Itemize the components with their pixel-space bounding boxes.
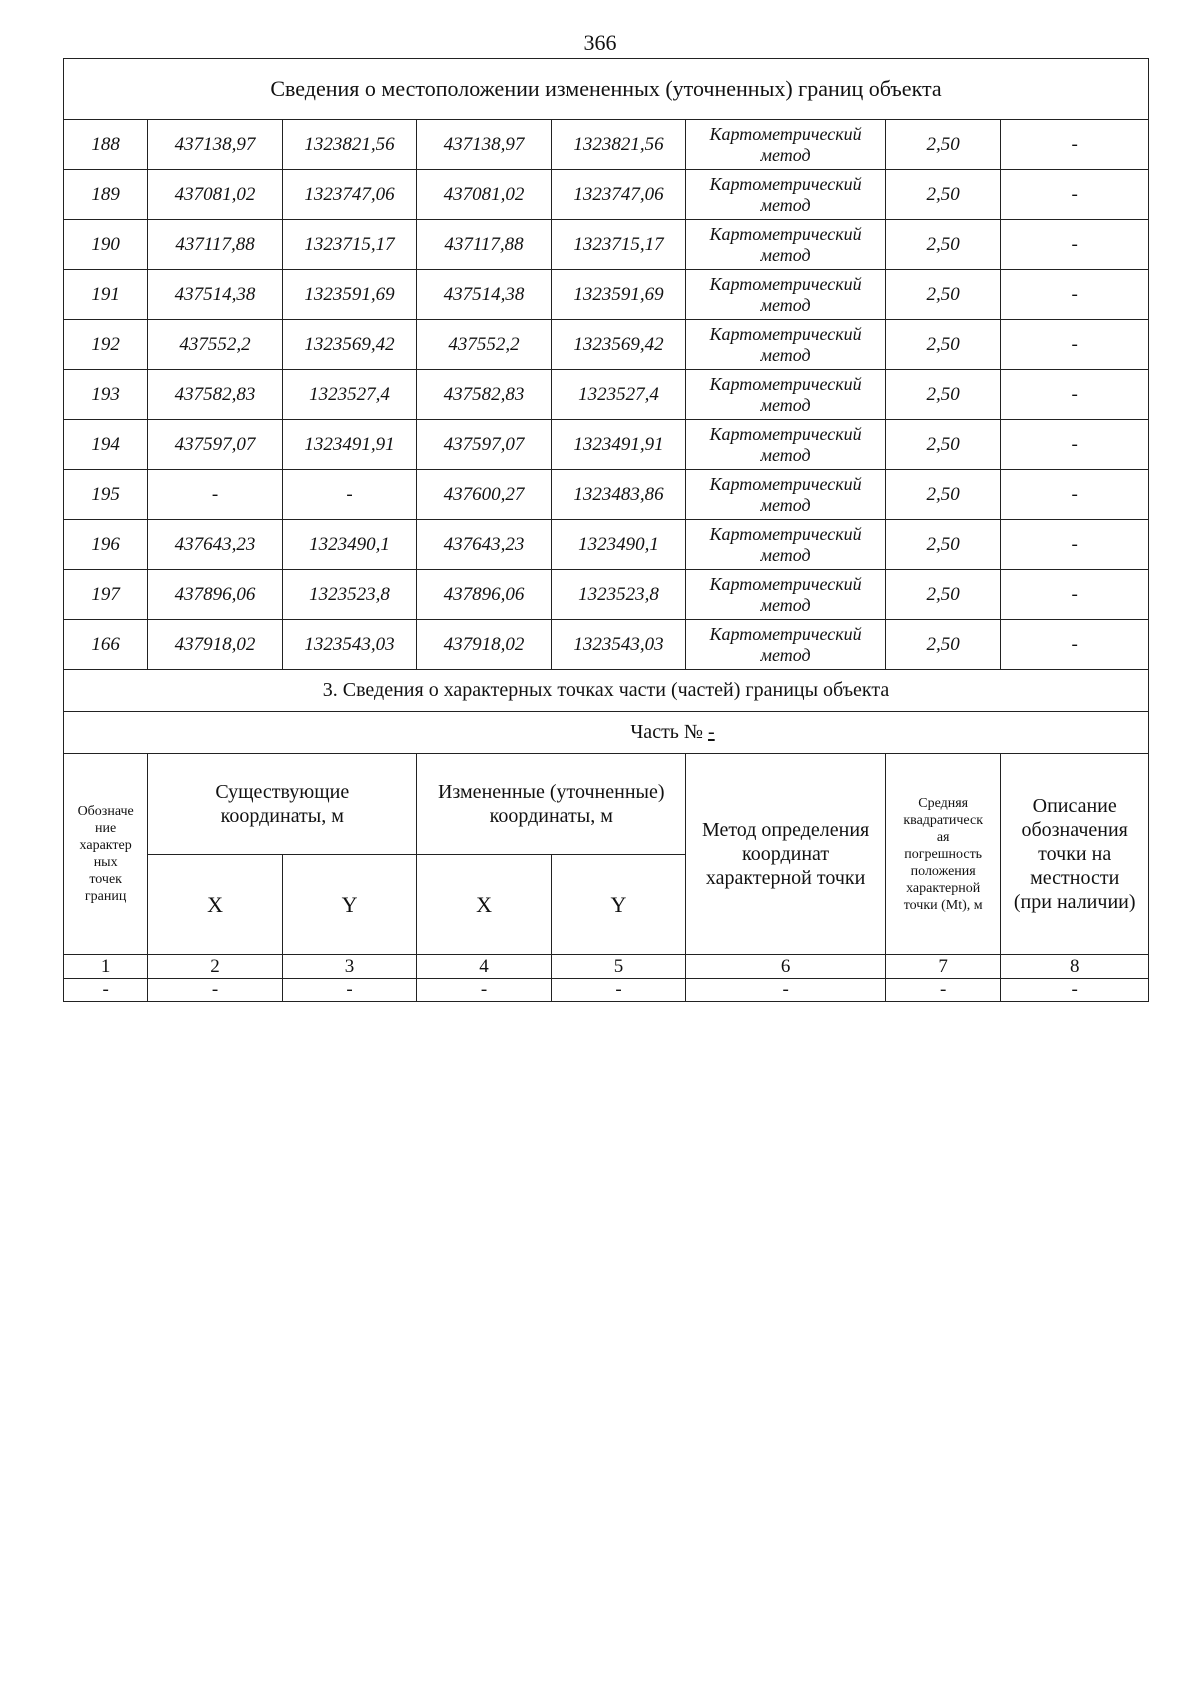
method-cell-line: Картометрический xyxy=(709,523,862,544)
existing-x-cell: 437918,02 xyxy=(148,620,282,670)
existing-x-cell: 437582,83 xyxy=(148,370,282,420)
point-number-cell: 195 xyxy=(64,470,148,520)
method-cell xyxy=(686,420,886,470)
header-mt-line: ая xyxy=(936,829,950,845)
header-method-line: характерной точки xyxy=(705,867,866,889)
table-row xyxy=(64,370,1149,420)
mt-cell: 2,50 xyxy=(885,220,1000,270)
changed-x-cell: 437514,38 xyxy=(417,270,551,320)
method-cell xyxy=(686,220,886,270)
point-number-cell: 192 xyxy=(64,320,148,370)
changed-y-cell: 1323527,4 xyxy=(551,370,685,420)
header-point-designation-line: Обозначе xyxy=(77,804,134,819)
header-existing-x: X xyxy=(148,855,282,955)
existing-x-cell: - xyxy=(148,470,282,520)
mt-cell: 2,50 xyxy=(885,420,1000,470)
changed-x-cell: 437138,97 xyxy=(417,120,551,170)
header-changed-coordinates xyxy=(417,754,686,855)
method-cell-line: метод xyxy=(760,644,811,665)
empty-cell: - xyxy=(64,979,148,1002)
changed-x-cell: 437582,83 xyxy=(417,370,551,420)
header-point-designation-line: ных xyxy=(93,855,118,870)
point-number-cell: 197 xyxy=(64,570,148,620)
mt-cell: 2,50 xyxy=(885,520,1000,570)
header-row-top xyxy=(64,754,1149,855)
description-cell: - xyxy=(1001,620,1149,670)
method-cell xyxy=(686,520,886,570)
existing-y-cell: 1323523,8 xyxy=(282,570,416,620)
column-number: 4 xyxy=(417,955,551,979)
header-point-designation-line: точек xyxy=(89,872,122,887)
part-label-wrap xyxy=(64,721,1148,744)
existing-y-cell: 1323715,17 xyxy=(282,220,416,270)
existing-y-cell: 1323591,69 xyxy=(282,270,416,320)
header-point-designation xyxy=(64,754,148,955)
empty-cell: - xyxy=(885,979,1000,1002)
method-cell-line: метод xyxy=(760,344,811,365)
mt-cell: 2,50 xyxy=(885,170,1000,220)
method-cell-line: метод xyxy=(760,194,811,215)
table-title-row xyxy=(64,59,1149,120)
part-cell xyxy=(64,712,1149,754)
method-cell-line: метод xyxy=(760,544,811,565)
description-cell: - xyxy=(1001,570,1149,620)
section-3-title: 3. Сведения о характерных точках части (частей) границы объекта xyxy=(64,670,1149,712)
existing-y-cell: 1323569,42 xyxy=(282,320,416,370)
point-number-cell: 188 xyxy=(64,120,148,170)
column-number-row xyxy=(64,955,1149,979)
header-point-designation-line: границ xyxy=(84,889,127,904)
mt-cell: 2,50 xyxy=(885,570,1000,620)
changed-y-cell: 1323491,91 xyxy=(551,420,685,470)
changed-y-cell: 1323543,03 xyxy=(551,620,685,670)
description-cell: - xyxy=(1001,370,1149,420)
header-mt xyxy=(885,754,1000,955)
existing-x-cell: 437643,23 xyxy=(148,520,282,570)
header-method-line: Метод определения xyxy=(701,819,870,841)
header-description-line: точки на xyxy=(1038,843,1112,865)
method-cell-line: Картометрический xyxy=(709,623,862,644)
header-point-designation-line: характер xyxy=(79,838,132,853)
table-row xyxy=(64,270,1149,320)
table-row xyxy=(64,170,1149,220)
changed-x-cell: 437600,27 xyxy=(417,470,551,520)
column-number: 8 xyxy=(1001,955,1149,979)
header-method-line: координат xyxy=(742,843,830,865)
point-number-cell: 191 xyxy=(64,270,148,320)
mt-cell: 2,50 xyxy=(885,120,1000,170)
header-changed-coordinates-line: координаты, м xyxy=(489,805,613,827)
empty-cell: - xyxy=(417,979,551,1002)
changed-x-cell: 437117,88 xyxy=(417,220,551,270)
changed-y-cell: 1323523,8 xyxy=(551,570,685,620)
empty-cell: - xyxy=(1001,979,1149,1002)
header-mt-line: квадратическ xyxy=(903,812,983,828)
page-number: 366 xyxy=(583,30,617,55)
mt-cell: 2,50 xyxy=(885,370,1000,420)
boundary-table xyxy=(63,58,1149,1002)
part-label: Часть № xyxy=(630,721,709,743)
point-number-cell: 190 xyxy=(64,220,148,270)
header-existing-y: Y xyxy=(282,855,416,955)
existing-y-cell: 1323491,91 xyxy=(282,420,416,470)
changed-x-cell: 437597,07 xyxy=(417,420,551,470)
empty-cell: - xyxy=(686,979,886,1002)
header-description-line: Описание xyxy=(1032,795,1117,817)
existing-x-cell: 437514,38 xyxy=(148,270,282,320)
method-cell-line: Картометрический xyxy=(709,573,862,594)
part-value: - xyxy=(708,721,715,743)
method-cell-line: Картометрический xyxy=(709,423,862,444)
changed-y-cell: 1323483,86 xyxy=(551,470,685,520)
table-row xyxy=(64,120,1149,170)
method-cell xyxy=(686,370,886,420)
table-row xyxy=(64,420,1149,470)
description-cell: - xyxy=(1001,520,1149,570)
method-cell xyxy=(686,570,886,620)
table-row xyxy=(64,470,1149,520)
method-cell-line: метод xyxy=(760,594,811,615)
method-cell-line: Картометрический xyxy=(709,323,862,344)
changed-y-cell: 1323490,1 xyxy=(551,520,685,570)
changed-y-cell: 1323747,06 xyxy=(551,170,685,220)
description-cell: - xyxy=(1001,470,1149,520)
existing-x-cell: 437597,07 xyxy=(148,420,282,470)
method-cell-line: метод xyxy=(760,494,811,515)
header-mt-line: погрешность xyxy=(904,846,983,862)
column-number: 3 xyxy=(282,955,416,979)
point-number-cell: 196 xyxy=(64,520,148,570)
header-mt-line: характерной xyxy=(906,880,981,896)
table-row xyxy=(64,220,1149,270)
method-cell-line: Картометрический xyxy=(709,123,862,144)
method-cell xyxy=(686,320,886,370)
header-description-line: (при наличии) xyxy=(1013,891,1136,913)
method-cell xyxy=(686,620,886,670)
table-row xyxy=(64,320,1149,370)
empty-cell: - xyxy=(148,979,282,1002)
changed-x-cell: 437643,23 xyxy=(417,520,551,570)
method-cell xyxy=(686,120,886,170)
header-mt-line: точки (Mt), м xyxy=(903,897,983,913)
point-number-cell: 189 xyxy=(64,170,148,220)
existing-y-cell: - xyxy=(282,470,416,520)
existing-x-cell: 437552,2 xyxy=(148,320,282,370)
header-existing-coordinates-line: Существующие xyxy=(215,781,350,803)
mt-cell: 2,50 xyxy=(885,270,1000,320)
table-title: Сведения о местоположении измененных (уточненных) границ объекта xyxy=(64,59,1149,120)
column-number: 6 xyxy=(686,955,886,979)
description-cell: - xyxy=(1001,320,1149,370)
header-existing-coordinates-line: координаты, м xyxy=(220,805,344,827)
changed-y-cell: 1323715,17 xyxy=(551,220,685,270)
header-changed-x: X xyxy=(417,855,551,955)
method-cell-line: Картометрический xyxy=(709,273,862,294)
method-cell-line: Картометрический xyxy=(709,373,862,394)
changed-y-cell: 1323569,42 xyxy=(551,320,685,370)
mt-cell: 2,50 xyxy=(885,470,1000,520)
method-cell xyxy=(686,270,886,320)
header-description-line: обозначения xyxy=(1021,819,1128,841)
table-row xyxy=(64,979,1149,1002)
method-cell-line: метод xyxy=(760,244,811,265)
changed-x-cell: 437552,2 xyxy=(417,320,551,370)
existing-y-cell: 1323543,03 xyxy=(282,620,416,670)
empty-cell: - xyxy=(282,979,416,1002)
existing-x-cell: 437138,97 xyxy=(148,120,282,170)
changed-y-cell: 1323821,56 xyxy=(551,120,685,170)
description-cell: - xyxy=(1001,420,1149,470)
changed-x-cell: 437896,06 xyxy=(417,570,551,620)
table-row xyxy=(64,520,1149,570)
mt-cell: 2,50 xyxy=(885,620,1000,670)
changed-y-cell: 1323591,69 xyxy=(551,270,685,320)
changed-x-cell: 437918,02 xyxy=(417,620,551,670)
header-existing-coordinates xyxy=(148,754,417,855)
point-number-cell: 194 xyxy=(64,420,148,470)
method-cell-line: метод xyxy=(760,444,811,465)
method-cell-line: метод xyxy=(760,294,811,315)
column-number: 7 xyxy=(885,955,1000,979)
column-number: 2 xyxy=(148,955,282,979)
table-row xyxy=(64,620,1149,670)
table-row xyxy=(64,570,1149,620)
method-cell-line: Картометрический xyxy=(709,173,862,194)
existing-y-cell: 1323527,4 xyxy=(282,370,416,420)
header-mt-line: положения xyxy=(910,863,976,879)
empty-cell: - xyxy=(551,979,685,1002)
existing-y-cell: 1323490,1 xyxy=(282,520,416,570)
method-cell xyxy=(686,170,886,220)
method-cell-line: Картометрический xyxy=(709,223,862,244)
method-cell-line: Картометрический xyxy=(709,473,862,494)
column-number: 5 xyxy=(551,955,685,979)
point-number-cell: 166 xyxy=(64,620,148,670)
column-number: 1 xyxy=(64,955,148,979)
description-cell: - xyxy=(1001,120,1149,170)
header-description xyxy=(1001,754,1149,955)
header-changed-coordinates-line: Измененные (уточненные) xyxy=(437,781,665,803)
part-row xyxy=(64,712,1149,754)
existing-x-cell: 437117,88 xyxy=(148,220,282,270)
mt-cell: 2,50 xyxy=(885,320,1000,370)
existing-x-cell: 437896,06 xyxy=(148,570,282,620)
header-mt-line: Средняя xyxy=(918,795,969,811)
method-cell xyxy=(686,470,886,520)
method-cell-line: метод xyxy=(760,144,811,165)
description-cell: - xyxy=(1001,220,1149,270)
header-method xyxy=(686,754,886,955)
existing-y-cell: 1323821,56 xyxy=(282,120,416,170)
method-cell-line: метод xyxy=(760,394,811,415)
description-cell: - xyxy=(1001,170,1149,220)
description-cell: - xyxy=(1001,270,1149,320)
existing-x-cell: 437081,02 xyxy=(148,170,282,220)
existing-y-cell: 1323747,06 xyxy=(282,170,416,220)
header-changed-y: Y xyxy=(551,855,685,955)
section-title-row xyxy=(64,670,1149,712)
header-description-line: местности xyxy=(1030,867,1120,889)
header-point-designation-line: ние xyxy=(95,821,117,836)
point-number-cell: 193 xyxy=(64,370,148,420)
changed-x-cell: 437081,02 xyxy=(417,170,551,220)
